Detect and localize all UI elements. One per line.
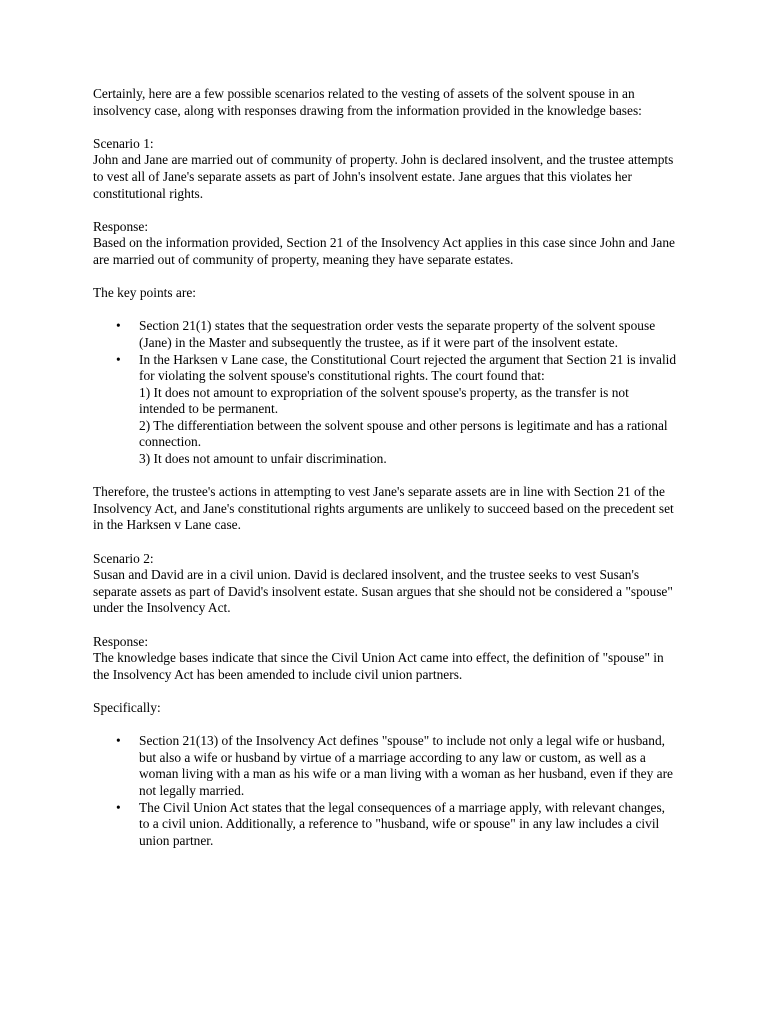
list-item: [139, 318, 677, 351]
scenario-2-block: [93, 551, 677, 617]
scenario-1-response-block: [93, 219, 677, 269]
bullet-text: • In the Harksen v Lane case, the Constitutional Court rejected the argument that Section 21 is invalid for violating the solvent spouse's constitutional rights. The court found that:: [139, 351, 677, 384]
list-item: [139, 352, 677, 468]
key-points-intro: The key points are:: [93, 285, 196, 301]
scenario-1-response-text: Based on the information provided, Section 21 of the Insolvency Act applies in this case since John and Jane are married out of community of property, meaning they have separate estates.: [93, 235, 675, 267]
scenario-2-text: Susan and David are in a civil union. David is declared insolvent, and the trustee seeks to vest Susan's separate assets as part of David's insolvent estate. Susan argues that she should not be considered a "spouse" under the Insolvency Act.: [93, 567, 673, 616]
scenario-1-heading: Scenario 1:: [93, 135, 154, 151]
scenario-2-heading: Scenario 2:: [93, 550, 154, 566]
bullet-text: Section 21(1) states that the sequestration order vests the separate property of the solvent spouse (Jane) in the Master and subsequently the trustee, as if it were part of the insolvent estate.: [139, 318, 656, 350]
document-page: [93, 86, 677, 866]
bullet-text: The Civil Union Act states that the legal consequences of a marriage apply, with relevant changes, to a civil union. Additionally, a reference to "husband, wife or spouse" in any law includes a civil union partner.: [139, 799, 666, 848]
bullet-sub-point: 1) It does not amount to expropriation of the solvent spouse's property, as the transfer is not intended to be permanent.: [139, 384, 629, 417]
list-item: [139, 800, 677, 850]
scenario-2-response-heading: Response:: [93, 633, 149, 649]
intro-paragraph: Certainly, here are a few possible scenarios related to the vesting of assets of the solvent spouse in an insolvency case, along with responses drawing from the information provided in the knowledge bases:: [93, 86, 642, 118]
bullet-text: Section 21(13) of the Insolvency Act defines "spouse" to include not only a legal wife or husband, but also a wife or husband by virtue of a marriage according to any law or custom, as well as a woman living with a man as his wife or a man living with a woman as her husband, even if they are not legally married.: [139, 733, 674, 798]
bullet-sub-point: 2) The differentiation between the solvent spouse and other persons is legitimate and has a rational connection.: [139, 417, 668, 450]
scenario-2-response-text: The knowledge bases indicate that since the Civil Union Act came into effect, the definition of "spouse" in the Insolvency Act has been amended to include civil union partners.: [93, 650, 664, 682]
specifically-label: Specifically:: [93, 699, 161, 715]
scenario-1-block: [93, 136, 677, 202]
scenario-2-bullet-list: [93, 733, 677, 849]
scenario-1-conclusion: Therefore, the trustee's actions in attempting to vest Jane's separate assets are in line with Section 21 of the Insolvency Act, and Jane's constitutional rights arguments are unlikely to succeed based on the precedent set in the Harksen v Lane case.: [93, 484, 674, 533]
scenario-1-text: John and Jane are married out of community of property. John is declared insolvent, and the trustee attempts to vest all of Jane's separate assets as part of John's insolvent estate. Jane argues that this violates her constitutional rights.: [93, 152, 674, 201]
scenario-1-response-heading: Response:: [93, 218, 149, 234]
list-item: [139, 733, 677, 799]
scenario-1-bullet-list: [93, 318, 677, 467]
scenario-2-response-block: [93, 634, 677, 684]
bullet-sub-point: 3) It does not amount to unfair discrimination.: [139, 451, 387, 467]
